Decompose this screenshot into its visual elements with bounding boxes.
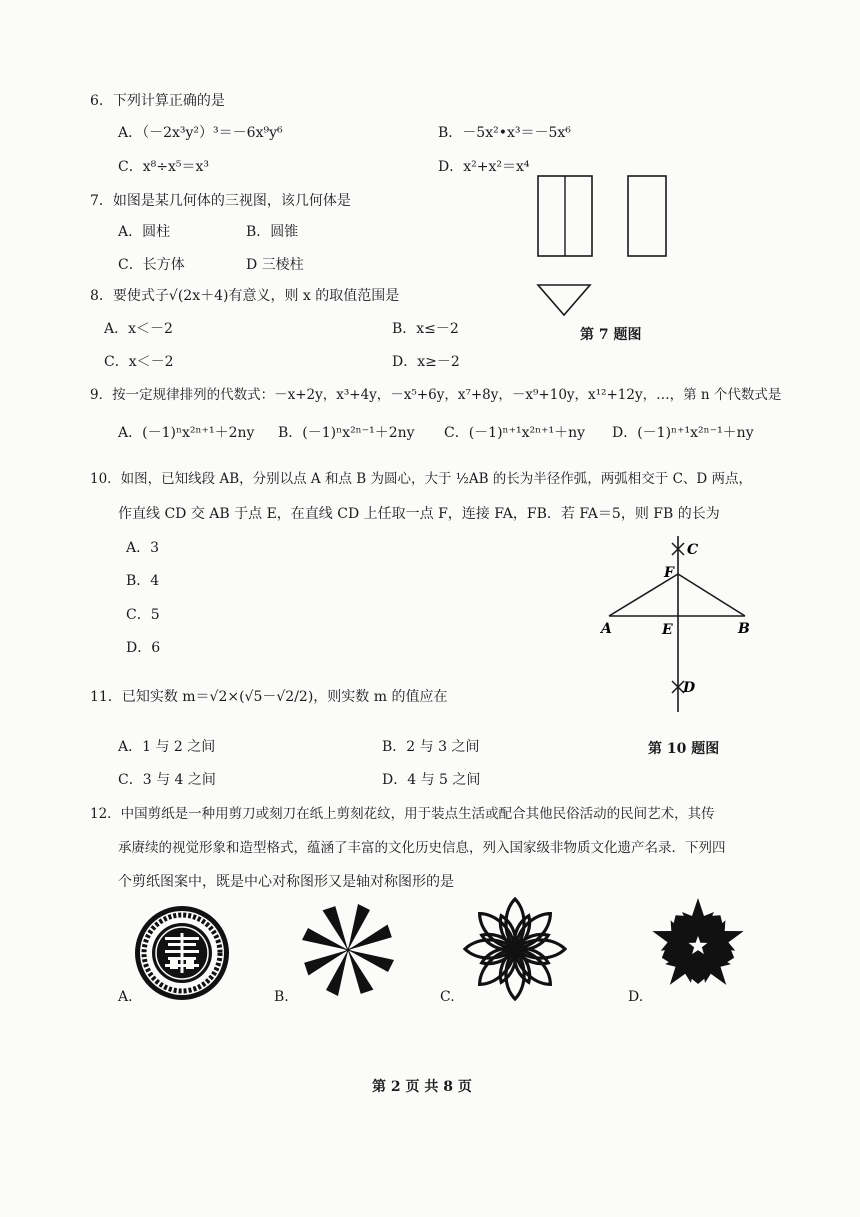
q10-option-d: D．6 [126,640,161,656]
label-d: D [683,680,696,696]
q12-option-d: D. [628,989,644,1005]
q10-option-b: B．4 [126,573,160,589]
label-f: F [664,565,674,581]
q9-option-c: C．(－1)ⁿ⁺¹x²ⁿ⁺¹＋ny [444,425,586,441]
q8-option-a: A．x＜－2 [104,321,173,337]
q12-option-b: B. [274,989,289,1005]
q9-option-b: B．(－1)ⁿx²ⁿ⁻¹＋2ny [278,425,415,441]
q11-option-b: B．2 与 3 之间 [382,739,480,755]
q12-line1: 12．中国剪纸是一种用剪刀或刻刀在纸上剪刻花纹，用于装点生活或配合其他民俗活动的民间艺术，其传 [90,806,715,822]
label-b: B [738,621,750,637]
q10-geometry-figure [595,532,765,717]
label-e: E [662,622,673,638]
q7-option-c: C．长方体 [118,257,185,273]
segment-fb [678,574,745,616]
page-footer: 第 2 页 共 8 页 [372,1079,472,1095]
q10-line1: 10．如图，已知线段 AB，分别以点 A 和点 B 为圆心，大于 ½AB 的长为半径作弧，两弧相交于 C、D 两点， [90,471,753,487]
q6-option-b: B．－5x²•x³＝－5x⁶ [438,125,571,141]
q11-option-a: A．1 与 2 之间 [118,739,216,755]
q10-caption: 第 10 题图 [648,741,720,757]
q8-option-c: C．x＜－2 [104,354,174,370]
q6-option-a: A．（－2x³y²）³＝－6x⁹y⁶ [118,125,283,141]
q12-option-a: A. [118,989,133,1005]
q10-option-c: C．5 [126,607,160,623]
q7-option-a: A．圆柱 [118,224,171,240]
q9-stem: 9．按一定规律排列的代数式：－x+2y，x³+4y，－x⁵+6y，x⁷+8y，－x⁹+10y，x¹²+12y，…，第 n 个代数式是 [90,387,782,403]
q12-option-c: C. [440,989,455,1005]
q9-option-d: D．(－1)ⁿ⁺¹x²ⁿ⁻¹＋ny [612,425,754,441]
side-view [628,176,666,256]
q6-option-c: C．x⁸÷x⁵＝x³ [118,159,209,175]
q12-line2: 承赓续的视觉形象和造型格式，蕴涵了丰富的文化历史信息，列入国家级非物质文化遗产名录．下列四 [118,840,726,856]
q8-option-d: D．x≥－2 [392,354,460,370]
label-a: A [601,621,612,637]
q11-option-c: C．3 与 4 之间 [118,772,216,788]
q7-stem: 7．如图是某几何体的三视图，该几何体是 [90,193,351,209]
q7-option-b: B．圆锥 [246,224,299,240]
q11-option-d: D．4 与 5 之间 [382,772,481,788]
q8-option-b: B．x≤－2 [392,321,459,337]
q6-option-d: D．x²+x²＝x⁴ [438,159,530,175]
q6-stem: 6．下列计算正确的是 [90,93,225,109]
q7-three-view-figure [530,170,680,320]
papercut-a-double-happiness [132,903,232,1003]
q11-stem: 11．已知实数 m＝√2×(√5－√2/2)，则实数 m 的值应在 [90,689,448,705]
papercut-d-star-flower [648,896,748,996]
q7-option-d: D 三棱柱 [246,257,304,273]
q9-option-a: A．(－1)ⁿx²ⁿ⁺¹＋2ny [118,425,255,441]
q12-line3: 个剪纸图案中，既是中心对称图形又是轴对称图形的是 [118,874,454,890]
q10-line2: 作直线 CD 交 AB 于点 E，在直线 CD 上任取一点 F，连接 FA，FB．若 FA＝5，则 FB 的长为 [118,506,720,522]
papercut-b-pinwheel [296,898,400,1002]
label-c: C [687,542,699,558]
q10-option-a: A．3 [126,540,160,556]
q7-caption: 第 7 题图 [580,327,642,343]
top-view [538,285,590,315]
papercut-c-flower [462,896,568,1002]
q8-stem: 8．要使式子√(2x＋4)有意义，则 x 的取值范围是 [90,288,400,304]
